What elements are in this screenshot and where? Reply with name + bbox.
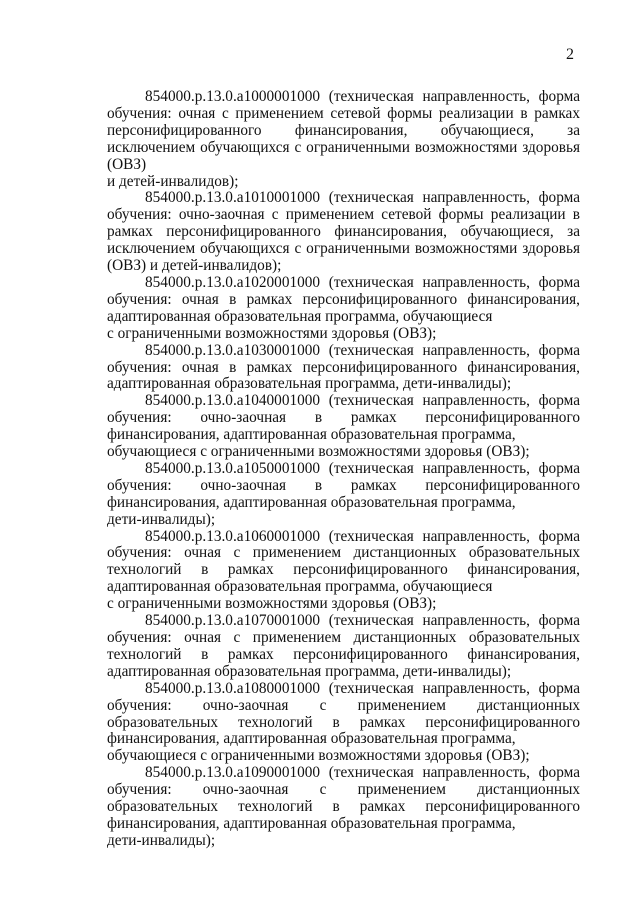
- list-item: 854000.р.13.0.а1040001000 (техническая направленность, форма обучения: очно-заочная в рамках персонифицированного финансирования, адаптированная образовательная программа, обучающиеся с ограниченными возможностями здоровья (ОВЗ);: [107, 392, 580, 461]
- document-body: [107, 89, 580, 850]
- page-number: 2: [566, 46, 574, 63]
- list-item: 854000.р.13.0.а1080001000 (техническая направленность, форма обучения: очно-заочная с применением дистанционных образовательных технологий в рамках персонифицированного финансирования, адаптированная образовательная программа, обучающиеся с ограниченными возможностями здоровья (ОВЗ);: [107, 679, 580, 765]
- list-item: 854000.р.13.0.а1060001000 (техническая направленность, форма обучения: очная с применением дистанционных образовательных технологий в рамках персонифицированного финансирования, адаптированная образовательная программа, обучающиеся с ограниченными возможностями здоровья (ОВЗ);: [107, 527, 580, 613]
- list-item: 854000.р.13.0.а1010001000 (техническая направленность, форма обучения: очно-заочная с применением сетевой формы реализации в рамках персонифицированного финансирования, обучающиеся, за исключением обучающихся с ограниченными возможностями здоровья (ОВЗ) и детей-инвалидов);: [107, 189, 580, 275]
- list-item: 854000.р.13.0.а1030001000 (техническая направленность, форма обучения: очная в рамках персонифицированного финансирования, адаптированная образовательная программа, дети-инвалиды);: [107, 341, 580, 393]
- list-item: 854000.р.13.0.а1070001000 (техническая направленность, форма обучения: очная с применением дистанционных образовательных технологий в рамках персонифицированного финансирования, адаптированная образовательная программа, дети-инвалиды);: [107, 612, 580, 680]
- list-item: 854000.р.13.0.а1050001000 (техническая направленность, форма обучения: очно-заочная в рамках персонифицированного финансирования, адаптированная образовательная программа, дети-инвалиды);: [107, 459, 580, 528]
- list-item: 854000.р.13.0.а1090001000 (техническая направленность, форма обучения: очно-заочная с применением дистанционных образовательных технологий в рамках персонифицированного финансирования, адаптированная образовательная программа, дети-инвалиды);: [107, 764, 580, 849]
- list-item: 854000.р.13.0.а1000001000 (техническая направленность, форма обучения: очная с применением сетевой формы реализации в рамках персонифицированного финансирования, обучающиеся, за исключением обучающихся с ограниченными возможностями здоровья (ОВЗ) и детей-инвалидов);: [107, 88, 580, 190]
- list-item: 854000.р.13.0.а1020001000 (техническая направленность, форма обучения: очная в рамках персонифицированного финансирования, адаптированная образовательная программа, обучающиеся с ограниченными возможностями здоровья (ОВЗ);: [107, 273, 580, 342]
